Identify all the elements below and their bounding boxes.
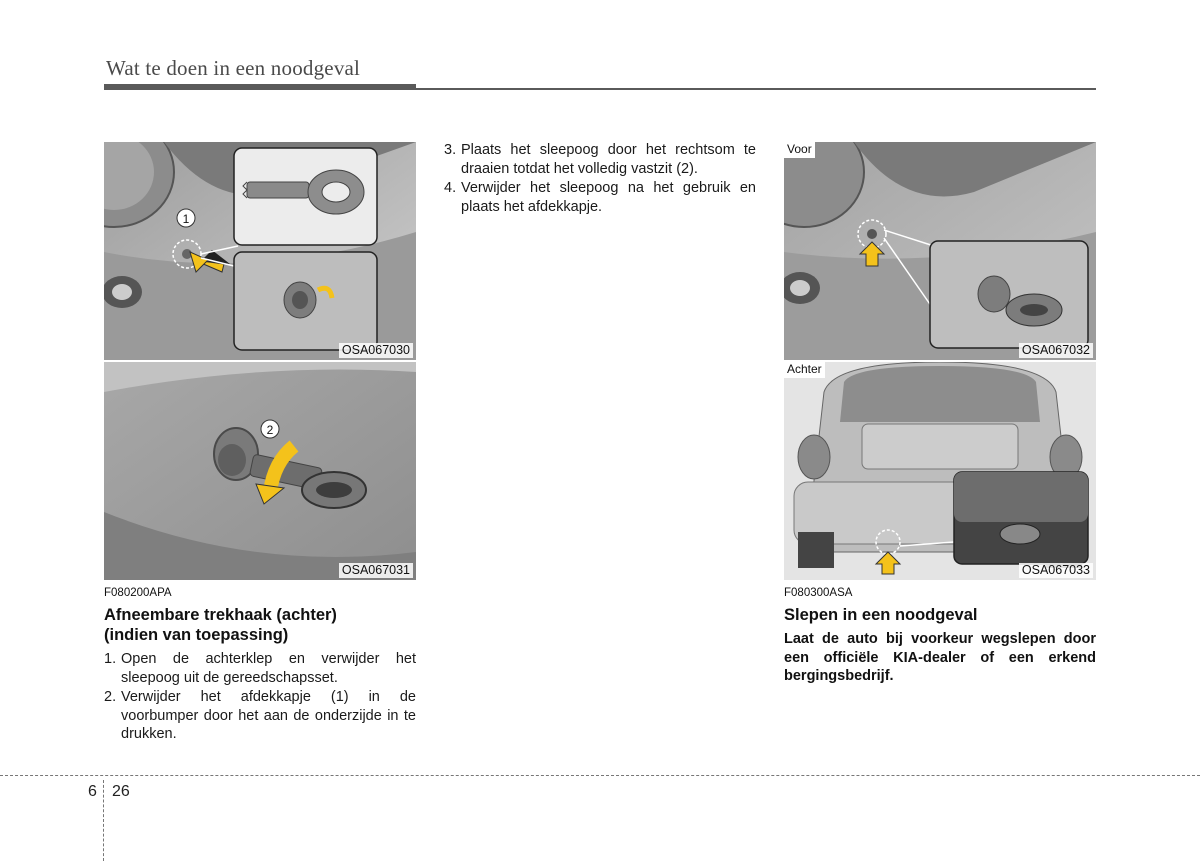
rear-tow-illustration [784,362,1096,580]
step-item [104,650,416,687]
figure-front-cover [104,142,416,360]
figure-label-rear: Achter [784,362,825,378]
step-number: 1. [104,651,117,667]
step-item [104,688,416,744]
step-text: Plaats het sleepoog door het rechtsom te draaien totdat het volledig vastzit (2). [461,142,756,177]
section-body: Laat de auto bij voorkeur wegslepen door een officiële KIA-dealer of een erkend bergingsbedrijf. [784,631,1096,684]
section-ref-code: F080200APA [104,587,172,599]
heading-line: (indien van toepassing) [104,626,289,644]
figure-code: OSA067031 [339,563,413,578]
section-heading: Slepen in een noodgeval [784,606,978,624]
header-rule-thin [416,88,1096,90]
step-number: 3. [444,142,457,158]
step-item [444,141,756,178]
figure-label-front: Voor [784,142,815,158]
figure-code: OSA067032 [1019,343,1093,358]
steps-list [104,650,416,745]
figure-hook-installed [104,362,416,580]
section-ref-code: F080300ASA [784,587,853,599]
figure-rear-tow-point [784,362,1096,580]
heading-line: Afneembare trekhaak (achter) [104,606,337,624]
step-number: 4. [444,180,457,196]
figure-front-tow-point [784,142,1096,360]
step-text: Verwijder het afdekkapje (1) in de voorbumper door het aan de onderzijde in te drukken. [121,689,416,742]
step-text: Open de achterklep en verwijder het sleepoog uit de gereedschapsset. [121,651,416,686]
front-bumper-illustration [104,142,416,360]
step-text: Verwijder het sleepoog na het gebruik en plaats het afdekkapje. [461,180,756,215]
figure-code: OSA067033 [1019,563,1093,578]
step-item [444,179,756,216]
page-number: 26 [112,783,130,800]
step-number: 2. [104,689,117,705]
footer-divider [0,775,1200,776]
footer-vertical-divider [103,780,104,861]
hook-installed-illustration [104,362,416,580]
steps-list-continued [444,141,756,217]
callout-2-text: 2 [266,423,274,437]
section-heading [104,605,424,645]
front-tow-illustration [784,142,1096,360]
running-header-title: Wat te doen in een noodgeval [106,56,361,80]
chapter-number: 6 [88,783,97,800]
figure-code: OSA067030 [339,343,413,358]
callout-1-text: 1 [182,212,190,226]
header-rule-thick [104,84,416,90]
